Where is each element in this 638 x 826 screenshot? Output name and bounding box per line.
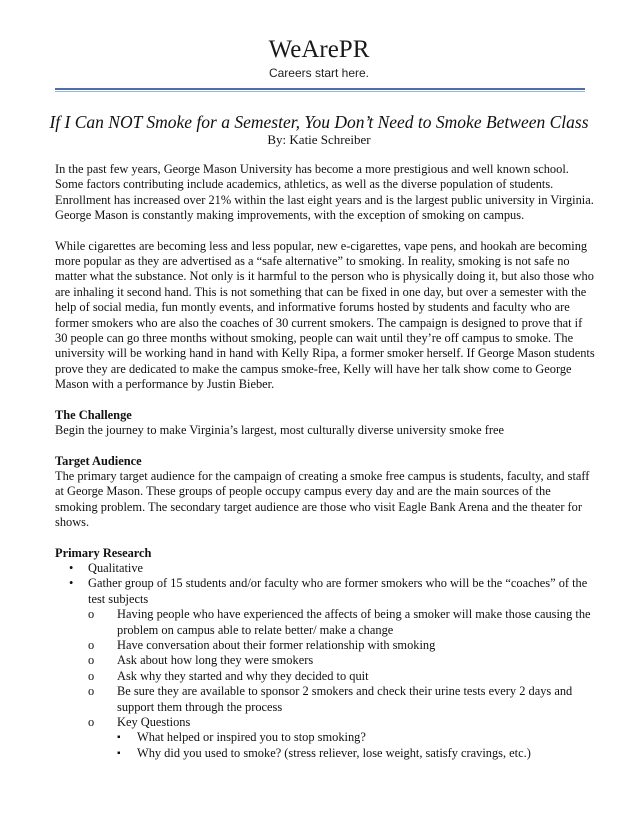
key-question-text: What helped or inspired you to stop smoking?: [137, 730, 366, 745]
brand-tagline: Careers start here.: [268, 66, 370, 80]
sub-list-item-text: Ask about how long they were smokers: [117, 653, 314, 668]
sub-list-item: [88, 684, 595, 715]
sub-list-item-text: Be sure they are available to sponsor 2 smokers and check their urine tests every 2 days and support them through the process: [117, 684, 573, 714]
square-bullet-icon: ▪: [117, 747, 121, 759]
sub-list-item-text: Ask why they started and why they decided to quit: [117, 668, 369, 683]
article-body: [55, 162, 595, 761]
key-question: [117, 746, 595, 761]
audience-text: The primary target audience for the campaign of creating a smoke free campus is students, faculty, and staff at George Mason. These groups of people occupy campus every day and are the main sources of the smoking problem. The secondary target audience are those who visit Eagle Bank Arena and the theater for shows.: [55, 468, 590, 530]
circle-bullet-icon: o: [88, 607, 95, 622]
sub-list-item: [88, 607, 595, 638]
circle-bullet-icon: o: [88, 715, 95, 729]
bullet-icon: •: [69, 576, 74, 591]
header-divider-shadow: [55, 91, 585, 92]
key-question-text: Why did you used to smoke? (stress reliever, lose weight, satisfy cravings, etc.): [137, 745, 531, 760]
intro-paragraph: In the past few years, George Mason University has become a more prestigious and well known school. Some factors contributing include academics, athletics, as well as the diverse population of students. Enrollment has increased over 21% within the last eight years and is the largest public university in Virginia. George Mason is constantly making improvements, with the exception of smoking on campus.: [55, 162, 594, 223]
sub-list-item-text: Key Questions: [117, 715, 191, 729]
masthead: [0, 36, 638, 80]
circle-bullet-icon: o: [88, 653, 95, 668]
research-sublist: [55, 607, 595, 730]
circle-bullet-icon: o: [88, 637, 95, 652]
challenge-heading: The Challenge: [55, 407, 132, 422]
challenge-text: Begin the journey to make Virginia’s largest, most culturally diverse university smoke free: [55, 423, 505, 438]
bullet-icon: •: [69, 560, 74, 575]
list-item: [55, 561, 595, 576]
sub-list-item-text: Have conversation about their former relationship with smoking: [117, 637, 436, 652]
list-item-text: Gather group of 15 students and/or faculty who are former smokers who will be the “coaches” of the test subjects: [88, 576, 588, 606]
sub-list-item-text: Having people who have experienced the affects of being a smoker will make those causing the problem on campus able to relate better/ make a change: [117, 607, 591, 637]
circle-bullet-icon: o: [88, 668, 95, 683]
sub-list-item: [88, 653, 595, 668]
research-heading: Primary Research: [55, 545, 152, 560]
brand-name: WeArePR: [268, 36, 370, 63]
header-divider: [55, 88, 585, 90]
body-paragraph: While cigarettes are becoming less and less popular, new e-cigarettes, vape pens, and hookah are becoming more popular as they are advertised as a “safe alternative” to smoking. In reality, smoking is not safe no matter what the substance. Not only is it harmful to the person who is physically doing it, but also those who are inhaling it second hand. This is not something that can be fixed in one day, but over a semester with the help of social media, fun montly events, and informative forums hosted by students and faculty who are former smokers who are also the coaches of 30 current smokers. The campaign is designed to prove that if 30 people can go three months without smoking, people can wait until they’re off campus to smoke. The university will be working hand in hand with Kelly Ripa, a former smoker herself. If George Mason students prove they are dedicated to make the campus smoke-free, Kelly will have her talk show come to George Mason with a performance by Justin Bieber.: [55, 238, 595, 392]
key-question: [117, 730, 595, 745]
article-byline: By: Katie Schreiber: [267, 132, 371, 147]
article-title: If I Can NOT Smoke for a Semester, You Don’t Need to Smoke Between Class: [49, 112, 589, 132]
square-bullet-icon: ▪: [117, 732, 121, 744]
list-item: [55, 576, 595, 761]
research-list: [55, 561, 595, 761]
sub-list-item: [88, 715, 595, 730]
sub-list-item: [88, 638, 595, 653]
key-questions-list: [55, 730, 595, 761]
sub-list-item: [88, 669, 595, 684]
circle-bullet-icon: o: [88, 684, 95, 699]
list-item-text: Qualitative: [88, 560, 144, 575]
audience-heading: Target Audience: [55, 453, 142, 468]
